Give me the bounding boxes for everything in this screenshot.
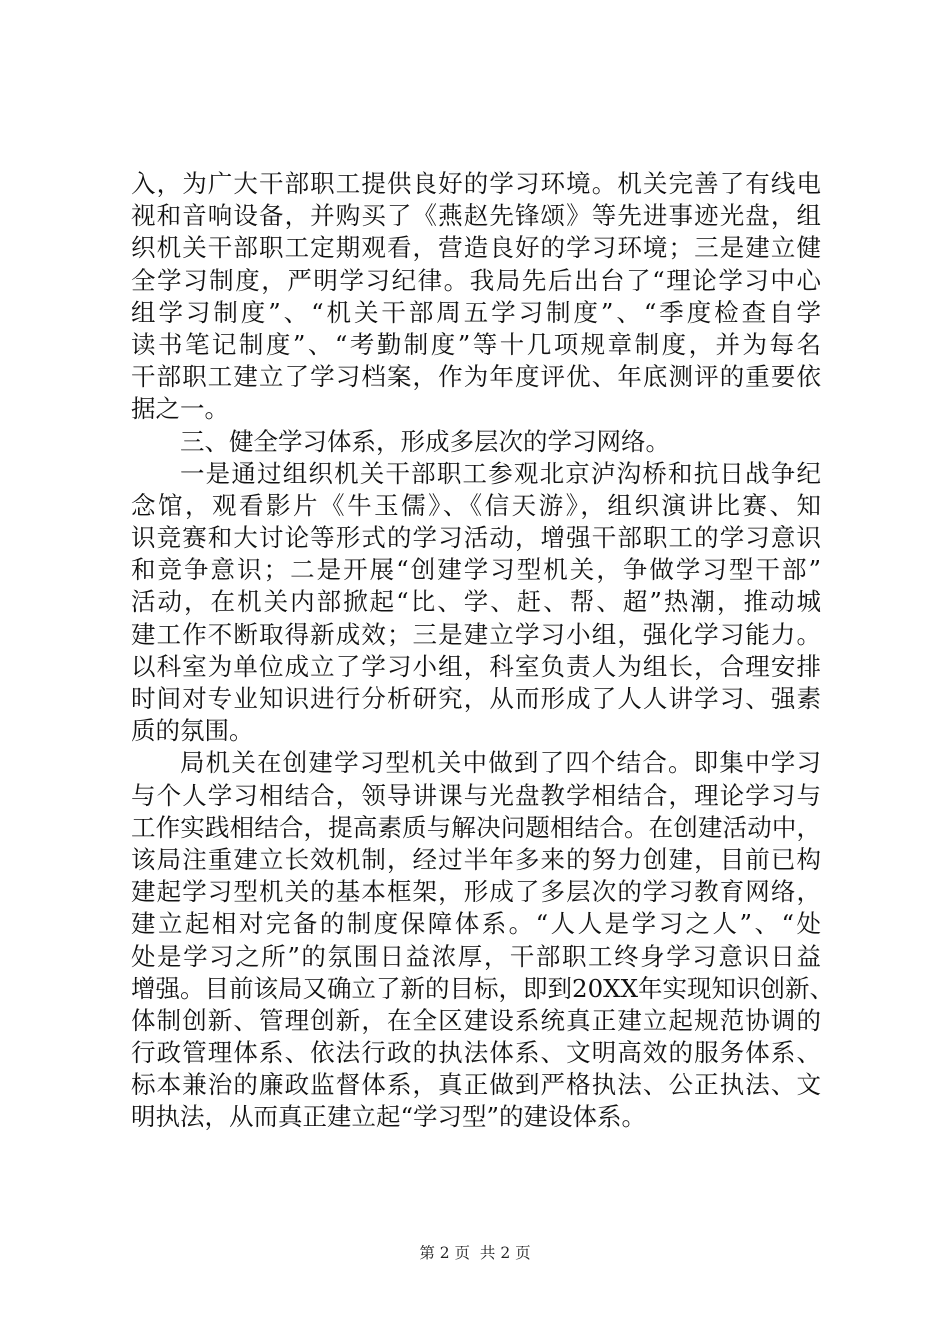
text-line: 组学习制度”、“机关干部周五学习制度”、“季度检查自学 — [131, 297, 821, 327]
text-line: 据之一。 — [131, 394, 229, 424]
text-line: 干部职工建立了学习档案，作为年度评优、年底测评的重要依 — [131, 362, 821, 392]
text-line: 体制创新、管理创新，在全区建设系统真正建立起规范协调的 — [131, 1005, 821, 1035]
text-line: 以科室为单位成立了学习小组，科室负责人为组长，合理安排 — [131, 651, 821, 681]
page-footer: 第 2 页 共 2 页 — [419, 1244, 531, 1262]
text-line: 建立起相对完备的制度保障体系。“人人是学习之人”、“处 — [131, 909, 821, 939]
text-line: 明执法，从而真正建立起“学习型”的建设体系。 — [131, 1102, 647, 1132]
text-line: 建工作不断取得新成效；三是建立学习小组，强化学习能力。 — [131, 619, 821, 649]
text-line: 读书笔记制度”、“考勤制度”等十几项规章制度，并为每名 — [131, 329, 821, 359]
text-line: 和竞争意识；二是开展“创建学习型机关，争做学习型干部” — [131, 555, 821, 585]
body-text — [131, 168, 835, 1134]
text-line: 视和音响设备，并购买了《燕赵先锋颂》等先进事迹光盘，组 — [131, 201, 821, 231]
text-line: 入，为广大干部职工提供良好的学习环境。机关完善了有线电 — [131, 169, 821, 198]
text-line: 时间对专业知识进行分析研究，从而形成了人人讲学习、强素 — [131, 684, 821, 713]
text-line: 识竞赛和大讨论等形式的学习活动，增强干部职工的学习意识 — [131, 523, 821, 553]
text-line: 全学习制度，严明学习纪律。我局先后出台了“理论学习中心 — [131, 265, 821, 295]
text-line: 念馆，观看影片《牛玉儒》、《信天游》，组织演讲比赛、知 — [131, 490, 821, 520]
text-line: 与个人学习相结合，领导讲课与光盘教学相结合，理论学习与 — [131, 780, 821, 810]
text-line: 三、健全学习体系，形成多层次的学习网络。 — [180, 426, 670, 456]
text-line: 一是通过组织机关干部职工参观北京泸沟桥和抗日战争纪 — [180, 458, 821, 488]
text-line: 活动，在机关内部掀起“比、学、赶、帮、超”热潮，推动城 — [131, 587, 821, 617]
text-line: 质的氛围。 — [131, 716, 254, 746]
text-line: 处是学习之所”的氛围日益浓厚，干部职工终身学习意识日益 — [131, 941, 821, 971]
text-line: 增强。目前该局又确立了新的目标，即到20XX年实现知识创新、 — [131, 973, 835, 1003]
text-line: 标本兼治的廉政监督体系，真正做到严格执法、公正执法、文 — [131, 1070, 821, 1100]
text-line: 局机关在创建学习型机关中做到了四个结合。即集中学习 — [180, 748, 821, 778]
text-line: 行政管理体系、依法行政的执法体系、文明高效的服务体系、 — [131, 1038, 821, 1068]
text-line: 该局注重建立长效机制，经过半年多来的努力创建，目前已构 — [131, 844, 821, 874]
text-line: 建起学习型机关的基本框架，形成了多层次的学习教育网络， — [131, 877, 821, 907]
text-line: 工作实践相结合，提高素质与解决问题相结合。在创建活动中， — [131, 812, 821, 842]
text-line: 织机关干部职工定期观看，营造良好的学习环境；三是建立健 — [131, 233, 821, 263]
